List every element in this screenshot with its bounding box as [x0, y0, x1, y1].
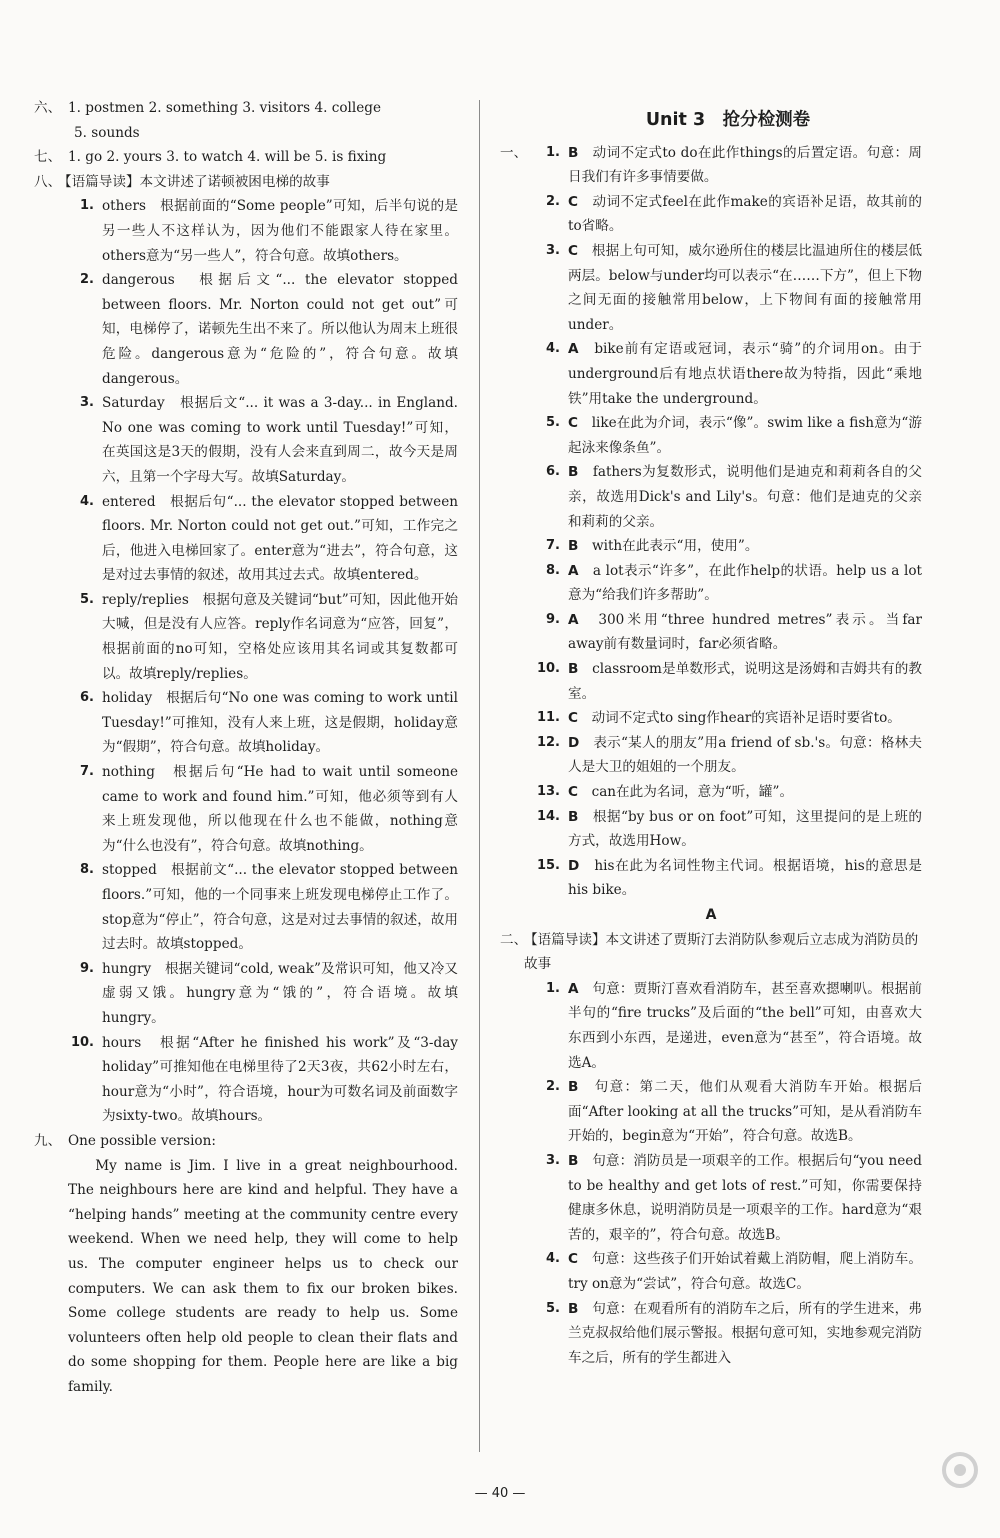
answer-item [68, 858, 458, 956]
answer-item [534, 1297, 922, 1371]
item-explanation: holiday 根据后句“No one was coming to work until Tuesday!”可推知，没有人来上班，这是假期，holiday意为“假期”，符合句意。故填holiday。 [102, 690, 458, 756]
item-explanation: 动词不定式to do在此作things的后置定语。句意：周日我们有许多事情要做。 [568, 144, 922, 186]
item-explanation: a lot表示“许多”，在此作help的状语。help us a lot意为“给我们许多帮助”。 [568, 562, 923, 604]
item-number: 2. [546, 193, 560, 209]
answer-letter: C [568, 193, 578, 210]
item-explanation: 动词不定式feel在此作make的宾语补足语，故其前的to省略。 [568, 193, 922, 235]
section-6 [34, 96, 458, 145]
item-number: 13. [536, 784, 560, 800]
item-explanation: 根据“by bus or on foot”可知，这里提问的是上班的方式，故选用How。 [568, 808, 923, 850]
item-explanation: 表示“某人的朋友”用a friend of sb.'s。句意：格林夫人是大卫的姐姐的一个朋友。 [568, 734, 922, 776]
section-2 [500, 928, 922, 1371]
answer-item [534, 141, 922, 190]
item-number: 4. [546, 341, 560, 357]
item-explanation: with在此表示“用，使用”。 [591, 538, 759, 555]
answer-item [68, 686, 458, 760]
item-number: 3. [80, 395, 94, 411]
answer-item [68, 588, 458, 686]
part-a-heading: A [705, 907, 717, 923]
section-6-line-1: 1. postmen 2. something 3. visitors 4. college [68, 100, 382, 116]
item-explanation: entered 根据后句“... the elevator stopped between floors. Mr. Norton could not get out.”可知，工作完之后，他进入电梯回家了。enter意为“进去”，符合句意，这是对过去事情的叙述，故用其过去式。故填entered。 [102, 493, 458, 584]
section-2-label: 二、 [500, 931, 528, 948]
item-number: 1. [546, 144, 560, 160]
answer-item [534, 559, 922, 608]
unit-title: Unit 3 抢分检测卷 [645, 110, 811, 130]
section-9-label: 九、 [34, 1132, 62, 1149]
answer-letter: A [568, 611, 579, 628]
item-number: 3. [546, 242, 560, 258]
watermark-seal-icon [750, 1448, 982, 1532]
answer-letter: B [568, 808, 579, 825]
item-explanation: Saturday 根据后文“... it was a 3-day... in England. No one was coming to work until Tuesday!”可知，在英国这是3天的假期，没有人会来直到周二，故今天是周六，且第一个字母大写。故填Saturday。 [102, 395, 458, 485]
section-8-label: 八、 [34, 173, 62, 190]
item-number: 9. [546, 611, 560, 627]
item-explanation: 动词不定式to sing作hear的宾语补足语时要省to。 [591, 710, 901, 727]
answer-letter: B [568, 144, 579, 161]
section-9-intro: One possible version: [68, 1132, 216, 1149]
item-number: 7. [546, 538, 560, 554]
item-number: 9. [80, 960, 94, 976]
item-number: 6. [546, 464, 560, 480]
answer-letter: B [568, 464, 579, 481]
section-8-items [68, 194, 458, 1129]
item-explanation: hungry 根据关键词“cold, weak”及常识可知，他又冷又虚弱又饿。hungry意为“饿的”，符合语境。故填hungry。 [102, 960, 458, 1026]
answer-item [68, 760, 458, 858]
item-explanation: classroom是单数形式，说明这是汤姆和吉姆共有的教室。 [568, 661, 922, 702]
answer-item [534, 608, 922, 657]
answer-item [534, 706, 922, 731]
item-explanation: nothing 根据后句“He had to wait until someone came to work and found him.”可知，他必须等到有人来上班发现他，所以他现在什么也不能做，nothing意为“什么也没有”，符合句意。故填nothing。 [102, 764, 458, 854]
item-number: 10. [536, 661, 560, 677]
left-column [34, 96, 458, 1399]
right-column [500, 96, 922, 1370]
item-number: 3. [546, 1152, 560, 1168]
item-number: 7. [80, 764, 94, 780]
answer-letter: D [568, 734, 580, 751]
section-6-line-2: 5. sounds [74, 124, 140, 141]
section-2-intro: 【语篇导读】本文讲述了贾斯汀去消防队参观后立志成为消防员的故事 [524, 931, 919, 973]
item-explanation: 根据上句可知，威尔逊所住的楼层比温迪所住的楼层低两层。below与under均可以表示“在……下方”，但上下物之间无面的接触常用below，上下物间有面的接触常用under。 [568, 242, 923, 333]
item-number: 5. [546, 415, 560, 431]
answer-letter: D [568, 857, 580, 874]
item-number: 4. [546, 1251, 560, 1267]
answer-item [534, 1149, 922, 1247]
section-1-items [534, 141, 922, 903]
answer-item [534, 854, 922, 903]
answer-letter: B [568, 538, 579, 555]
item-explanation: can在此为名词，意为“听，罐”。 [591, 784, 794, 801]
answer-letter: B [568, 1300, 579, 1317]
item-number: 12. [536, 734, 560, 750]
item-explanation: 句意：消防员是一项艰辛的工作。根据后句“you need to be healthy and get lots of rest.”可知，你需要保持健康多休息，说明消防员是一项艰辛的工作。hard意为“艰苦的，艰辛的”，符合句意。故选B。 [568, 1152, 923, 1243]
item-explanation: his在此为名词性物主代词。根据语境，his的意思是his bike。 [568, 857, 923, 899]
answer-letter: B [568, 661, 579, 678]
answer-item [68, 1031, 458, 1129]
item-number: 5. [80, 591, 94, 607]
answer-letter: C [568, 784, 578, 801]
item-number: 2. [546, 1079, 560, 1095]
item-number: 6. [80, 690, 94, 706]
page-number: — 40 — [474, 1486, 526, 1501]
answer-letter: C [568, 415, 578, 432]
answer-letter: A [568, 562, 579, 579]
answer-item [534, 805, 922, 854]
item-number: 1. [80, 198, 94, 214]
answer-item [534, 1247, 922, 1296]
section-7-label: 七、 [34, 149, 62, 166]
answer-item [534, 460, 922, 534]
item-explanation: others 根据前面的“Some people”可知，后半句说的是另一些人不这样认为，因为他们不能跟家人待在家里。others意为“另一些人”，符合句意。故填others。 [102, 198, 458, 264]
section-2-items [534, 977, 922, 1371]
answer-item [534, 657, 922, 706]
answer-item [68, 490, 458, 588]
answer-item [534, 239, 922, 337]
item-number: 4. [80, 493, 94, 509]
answer-item [68, 957, 458, 1031]
section-1 [500, 141, 922, 903]
section-7-line-1: 1. go 2. yours 3. to watch 4. will be 5. is fixing [68, 149, 387, 166]
section-6-label: 六、 [34, 100, 62, 116]
answer-letter: B [568, 1079, 579, 1096]
item-explanation: bike前有定语或冠词，表示“骑”的介词用on。由于underground后有地点状语there故为特指，因此“乘地铁”用take the underground。 [568, 341, 923, 407]
column-divider [479, 100, 480, 1452]
item-explanation: hours 根据“After he finished his work”及“3-day holiday”可推知他在电梯里待了2天3夜，共62小时左右，hour意为“小时”，符合语境，hour为可数名词及前面数字为sixty-two。故填hours。 [102, 1034, 458, 1125]
item-number: 11. [536, 710, 560, 726]
item-number: 5. [546, 1300, 560, 1316]
answer-item [68, 194, 458, 268]
item-explanation: 句意：第二天，他们从观看大消防车开始。根据后面“After looking at all the trucks”可知，是从看消防车开始的，begin意为“开始”，符合句意。故选B。 [568, 1079, 923, 1145]
answer-letter: C [568, 242, 578, 259]
item-number: 2. [80, 272, 94, 288]
section-9-essay: My name is Jim. I live in a great neighbourhood. The neighbours here are kind and helpful. They have a “helping hands” meeting at the community centre every weekend. When we need help, they will come to help us. The computer engineer helps us to check our computers. We can ask them to fix our broken bikes. Some college students are ready to help us. Some volunteers often help old people to clean their flats and do some shopping for them. People here are like a big family. [68, 1157, 458, 1395]
section-9 [34, 1129, 458, 1400]
answer-letter: A [568, 980, 579, 997]
answer-item [534, 337, 922, 411]
answer-item [534, 534, 922, 559]
section-8-intro: 【语篇导读】本文讲述了诺顿被困电梯的故事 [58, 173, 330, 190]
answer-item [68, 391, 458, 489]
item-explanation: stopped 根据前文“... the elevator stopped between floors.”可知，他的一个同事来上班发现电梯停止工作了。stop意为“停止”，符合句意，这是对过去事情的叙述，故用过去时。故填stopped。 [102, 862, 458, 953]
answer-item [534, 731, 922, 780]
answer-item [68, 268, 458, 391]
item-explanation: like在此为介词，表示“像”。swim like a fish意为“游起泳来像条鱼”。 [568, 415, 922, 456]
answer-item [534, 780, 922, 805]
item-number: 14. [536, 808, 560, 824]
item-explanation: 句意：贾斯汀喜欢看消防车，甚至喜欢摁喇叭。根据前半句的“fire trucks”及后面的“the bell”可知，由喜欢大东西到小东西，是递进，even意为“甚至”，符合语境。故选A。 [568, 980, 923, 1071]
item-explanation: 句意：在观看所有的消防车之后，所有的学生进来，弗兰克叔叔给他们展示警报。根据句意可知，实地参观完消防车之后，所有的学生都进入 [568, 1300, 923, 1366]
section-7 [34, 145, 458, 170]
item-explanation: dangerous 根据后文“... the elevator stopped between floors. Mr. Norton could not get out”可知，电梯停了，诺顿先生出不来了。所以他认为周末上班很危险。dangerous意为“危险的”，符合句意。故填dangerous。 [102, 272, 458, 387]
item-number: 10. [70, 1034, 94, 1050]
answer-item [534, 411, 922, 460]
answer-letter: C [568, 710, 578, 727]
section-1-label: 一、 [500, 144, 528, 161]
answer-letter: A [568, 341, 579, 358]
item-explanation: reply/replies 根据句意及关键词“but”可知，因此他开始大喊，但是没有人应答。reply作名词意为“应答，回复”，根据前面的no可知，空格处应该用其名词或其复数都可以。故填reply/replies。 [102, 591, 458, 682]
section-8 [34, 170, 458, 1129]
item-explanation: fathers为复数形式，说明他们是迪克和莉莉各自的父亲，故选用Dick's and Lily's。句意：他们是迪克的父亲和莉莉的父亲。 [568, 464, 922, 530]
item-number: 1. [546, 980, 560, 996]
item-explanation: 300米用“three hundred metres”表示。当far away前有数量词时，far必须省略。 [568, 611, 923, 653]
answer-item [534, 190, 922, 239]
item-number: 8. [546, 562, 560, 578]
item-number: 8. [80, 862, 94, 878]
answer-letter: B [568, 1152, 579, 1169]
answer-item [534, 977, 922, 1075]
item-number: 15. [536, 857, 560, 873]
item-explanation: 句意：这些孩子们开始试着戴上消防帽，爬上消防车。try on意为“尝试”，符合句意。故选C。 [568, 1251, 923, 1292]
watermark-logo [750, 1448, 982, 1532]
answer-letter: C [568, 1251, 578, 1268]
answer-item [534, 1075, 922, 1149]
